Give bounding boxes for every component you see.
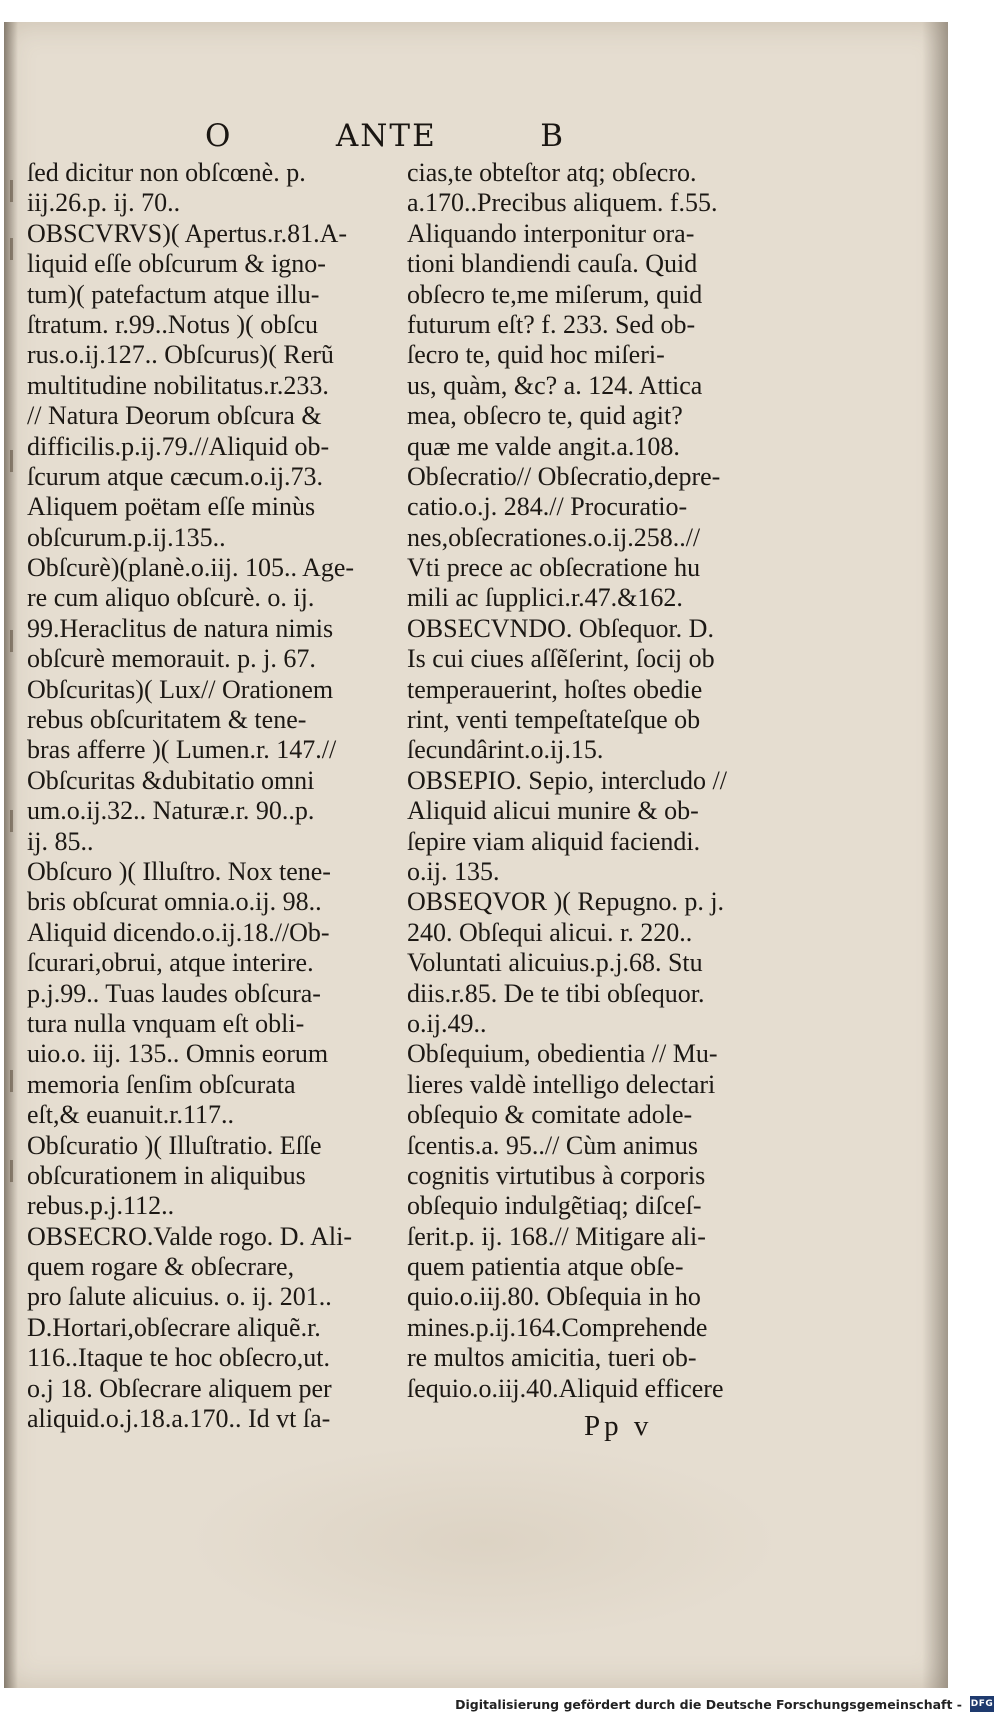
text-line: a.170..Precibus aliquem. f.55. xyxy=(407,188,718,218)
running-head-left: O xyxy=(205,118,233,154)
text-line: quem rogare & obſecrare, xyxy=(27,1252,295,1282)
text-line: quem patientia atque obſe- xyxy=(407,1252,684,1282)
text-line: ſecro te, quid hoc miſeri- xyxy=(407,340,665,370)
text-line: iij.26.p. ij. 70.. xyxy=(27,188,181,218)
text-line: D.Hortari,obſecrare aliquẽ.r. xyxy=(27,1312,321,1342)
text-line: 99.Heraclitus de natura nimis xyxy=(27,613,334,643)
running-head xyxy=(205,118,565,158)
text-line: quæ me valde angit.a.108. xyxy=(407,431,680,461)
page-edge-shadow xyxy=(922,22,948,1688)
margin-marks xyxy=(10,160,24,1320)
text-line: o.j 18. Obſecrare aliquem per xyxy=(27,1373,332,1403)
text-line: diis.r.85. De te tibi obſequor. xyxy=(407,978,705,1008)
text-line: OBSEPIO. Sepio, intercludo // xyxy=(407,765,727,795)
text-line: bras afferre )( Lumen.r. 147.// xyxy=(27,735,337,765)
text-line: bris obſcurat omnia.o.ij. 98.. xyxy=(27,887,322,917)
catchword: Pp v xyxy=(584,1410,653,1442)
text-line: 116..Itaque te hoc obſecro,ut. xyxy=(27,1343,330,1373)
text-line: OBSECVNDO. Obſequor. D. xyxy=(407,613,714,643)
text-line: futurum eſt? f. 233. Sed ob- xyxy=(407,309,696,339)
text-line: Aliquid alicui munire & ob- xyxy=(407,796,699,826)
margin-mark xyxy=(10,810,13,832)
dfg-logo: DFG xyxy=(970,1696,994,1712)
text-line: obſequio indulgẽtiaq; diſceſ- xyxy=(407,1191,702,1221)
text-line: mili ac ſupplici.r.47.&162. xyxy=(407,583,683,613)
text-line: cognitis virtutibus à corporis xyxy=(407,1160,706,1190)
text-line: ſcurari,obrui, atque interire. xyxy=(27,948,314,978)
text-line: ſerit.p. ij. 168.// Mitigare ali- xyxy=(407,1221,706,1251)
text-line: liquid eſſe obſcurum & igno- xyxy=(27,249,326,279)
text-line: Vti prece ac obſecratione hu xyxy=(407,553,701,583)
text-line: 240. Obſequi alicui. r. 220.. xyxy=(407,917,693,947)
text-line: tum)( patefactum atque illu- xyxy=(27,279,320,309)
left-text-column xyxy=(27,158,397,1434)
text-line: memoria ſenſim obſcurata xyxy=(27,1069,296,1099)
text-line: rint, venti tempeſtateſque ob xyxy=(407,705,701,735)
text-line: aliquid.o.j.18.a.170.. Id vt ſa- xyxy=(27,1404,331,1434)
text-line: ſequio.o.iij.40.Aliquid efficere xyxy=(407,1373,724,1403)
text-line: o.ij.49.. xyxy=(407,1008,487,1038)
text-line: Voluntati alicuius.p.j.68. Stu xyxy=(407,948,703,978)
margin-mark xyxy=(10,450,13,472)
running-head-center: ANTE xyxy=(335,118,437,154)
text-line: Obſequium, obedientia // Mu- xyxy=(407,1039,718,1069)
text-line: OBSCVRVS)( Apertus.r.81.A- xyxy=(27,218,348,248)
text-line: ſtratum. r.99..Notus )( obſcu xyxy=(27,309,319,339)
right-text-column xyxy=(407,158,792,1404)
margin-mark xyxy=(10,238,13,260)
text-line: ſecundârint.o.ij.15. xyxy=(407,735,604,765)
text-line: OBSECRO.Valde rogo. D. Ali- xyxy=(27,1221,352,1251)
text-line: mea, obſecro te, quid agit? xyxy=(407,401,683,431)
text-line: uio.o. iij. 135.. Omnis eorum xyxy=(27,1039,329,1069)
text-line: pro ſalute alicuius. o. ij. 201.. xyxy=(27,1282,332,1312)
text-line: us, quàm, &c? a. 124. Attica xyxy=(407,370,703,400)
text-line: Obſcuritas &dubitatio omni xyxy=(27,765,315,795)
text-line: difficilis.p.ij.79.//Aliquid ob- xyxy=(27,431,330,461)
text-line: rebus obſcuritatem & tene- xyxy=(27,705,307,735)
text-line: ſed dicitur non obſcœnè. p. xyxy=(27,158,306,187)
margin-mark xyxy=(10,1070,13,1092)
margin-mark xyxy=(10,1160,13,1182)
text-line: OBSEQVOR )( Repugno. p. j. xyxy=(407,887,725,917)
text-line: Obſcuro )( Illuſtro. Nox tene- xyxy=(27,856,331,886)
text-line: Obſcurè)(planè.o.iij. 105.. Age- xyxy=(27,553,355,583)
text-line: rus.o.ij.127.. Obſcurus)( Rerũ xyxy=(27,340,334,370)
text-line: re multos amicitia, tueri ob- xyxy=(407,1343,697,1373)
text-line: mines.p.ij.164.Comprehende xyxy=(407,1312,708,1342)
text-line: ſepire viam aliquid faciendi. xyxy=(407,826,701,856)
text-line: obſcurè memorauit. p. j. 67. xyxy=(27,644,316,674)
text-line: multitudine nobilitatus.r.233. xyxy=(27,370,329,400)
text-line: ij. 85.. xyxy=(27,826,94,856)
text-line: ſcurum atque cæcum.o.ij.73. xyxy=(27,461,324,491)
text-line: p.j.99.. Tuas laudes obſcura- xyxy=(27,978,321,1008)
text-line: obſcurationem in aliquibus xyxy=(27,1160,306,1190)
text-line: Is cui ciues aſſẽſerint, ſocij ob xyxy=(407,644,715,674)
running-head-right: B xyxy=(540,118,565,154)
text-line: eſt,& euanuit.r.117.. xyxy=(27,1100,234,1130)
text-line: catio.o.j. 284.// Procuratio- xyxy=(407,492,688,522)
funding-credit: Digitalisierung gefördert durch die Deutsche Forschungsgemeinschaft - xyxy=(455,1697,962,1712)
text-line: nes,obſecrationes.o.ij.258..// xyxy=(407,522,701,552)
text-line: obſcurum.p.ij.135.. xyxy=(27,522,226,552)
text-line: Aliquando interponitur ora- xyxy=(407,218,695,248)
text-line: quio.o.iij.80. Obſequia in ho xyxy=(407,1282,701,1312)
text-line: o.ij. 135. xyxy=(407,856,500,886)
margin-mark xyxy=(10,630,13,652)
text-line: // Natura Deorum obſcura & xyxy=(27,401,322,431)
text-line: obſequio & comitate adole- xyxy=(407,1100,693,1130)
text-line: Obſecratio// Obſecratio,depre- xyxy=(407,461,721,491)
text-line: rebus.p.j.112.. xyxy=(27,1191,175,1221)
text-line: Aliquid dicendo.o.ij.18.//Ob- xyxy=(27,917,330,947)
paper-stain xyxy=(184,1442,784,1642)
margin-mark xyxy=(10,180,13,202)
text-line: tioni blandiendi cauſa. Quid xyxy=(407,249,698,279)
text-line: re cum aliquo obſcurè. o. ij. xyxy=(27,583,315,613)
text-line: cias,te obteſtor atq; obſecro. xyxy=(407,158,697,187)
text-line: temperauerint, hoſtes obedie xyxy=(407,674,703,704)
text-line: tura nulla vnquam eſt obli- xyxy=(27,1008,305,1038)
text-line: Aliquem poëtam eſſe minùs xyxy=(27,492,316,522)
text-line: obſecro te,me miſerum, quid xyxy=(407,279,703,309)
text-line: lieres valdè intelligo delectari xyxy=(407,1069,716,1099)
text-line: ſcentis.a. 95..// Cùm animus xyxy=(407,1130,699,1160)
text-line: um.o.ij.32.. Naturæ.r. 90..p. xyxy=(27,796,315,826)
text-line: Obſcuritas)( Lux// Orationem xyxy=(27,674,334,704)
text-line: Obſcuratio )( Illuſtratio. Eſſe xyxy=(27,1130,322,1160)
